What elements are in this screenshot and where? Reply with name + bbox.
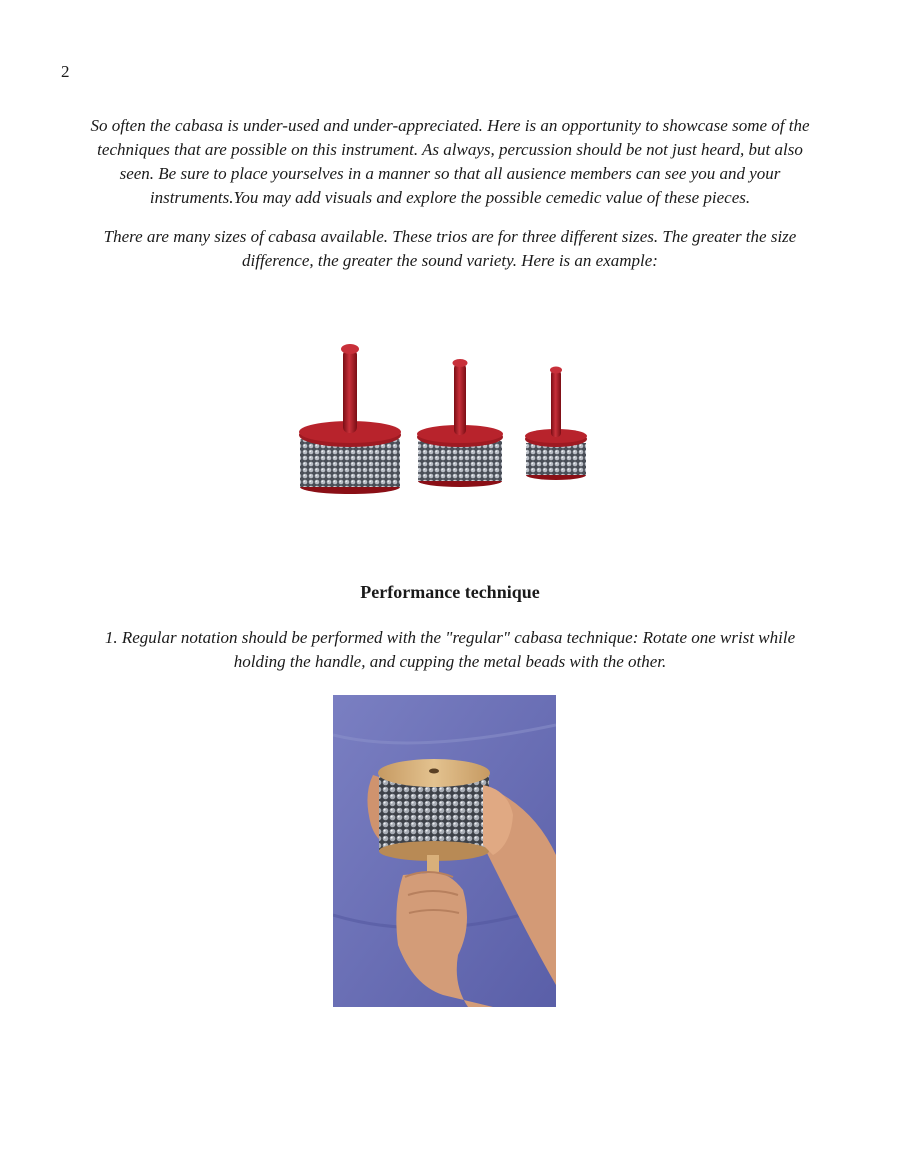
cabasa-small [525,367,587,481]
intro-paragraph-1: So often the cabasa is under-used and under-appreciated. Here is an opportunity to showcase some of the techniques that are possible on this instrument. As always, percussion should be not just heard, but also seen. Be sure to place yourselves in a manner so that all ausience members can see you and your instruments.You may add visuals and explore the possible cemedic value of these pieces. [90,116,810,207]
page-number: 2 [61,62,70,81]
technique-item-1: 1. Regular notation should be performed with the "regular" cabasa technique: Rotate one wrist while holding the handle, and cupping the metal beads with the other. [104,628,796,671]
cabasa-technique-photo [333,695,556,1007]
cabasa-sizes-image [290,335,610,505]
cabasa-large [299,344,401,494]
cabasa-medium [417,359,503,487]
section-title: Performance technique [360,582,540,602]
intro-paragraph-2: There are many sizes of cabasa available. These trios are for three different sizes. The greater the size difference, the greater the sound variety. Here is an example: [103,227,797,270]
